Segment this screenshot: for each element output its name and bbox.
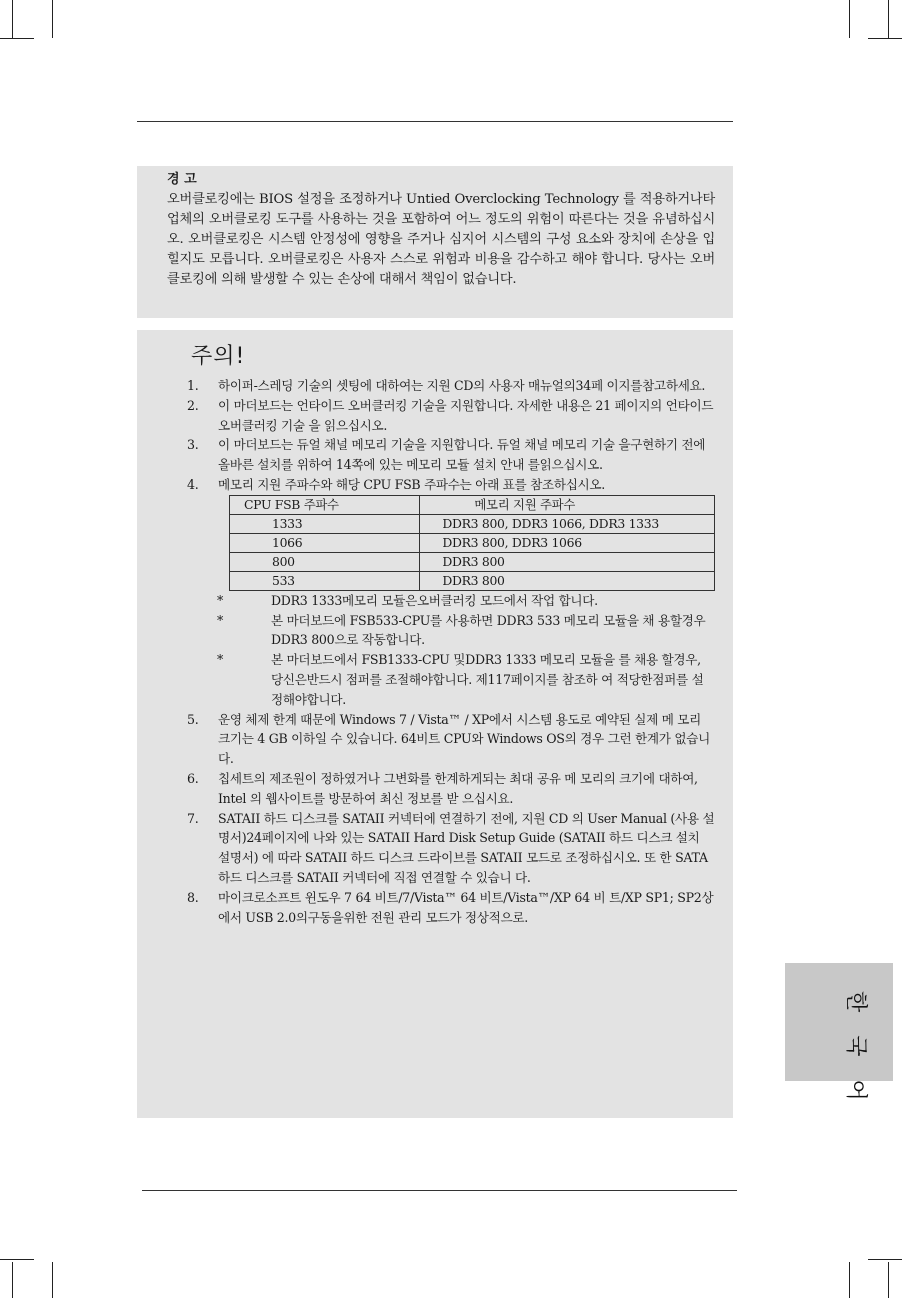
language-tab-label: 한 국 어 [843, 991, 868, 1109]
crop-mark [52, 0, 53, 38]
item-text: 하이퍼-스레딩 기술의 셋팅에 대하여는 지원 CD의 사용자 매뉴얼의34페 이지를참고하세요. [218, 378, 706, 393]
crop-mark [0, 38, 34, 39]
crop-mark [849, 0, 850, 38]
item-number: 4. [187, 476, 199, 492]
item-text: 메모리 지원 주파수와 해당 CPU FSB 주파수는 아래 표를 참조하십시오. [218, 476, 605, 492]
crop-mark [868, 1259, 902, 1260]
table-cell: DDR3 800, DDR3 1066, DDR3 1333 [420, 514, 715, 533]
item-number: 5. [187, 711, 199, 727]
footer-rule [142, 1190, 737, 1191]
item-number: 6. [187, 770, 199, 786]
frequency-table [229, 495, 715, 591]
list-item [187, 396, 715, 436]
table-cell: 1333 [230, 514, 420, 533]
crop-mark [888, 0, 889, 38]
warning-title: 경 고 [167, 172, 197, 187]
warning-text: 오버클로킹에는 BIOS 설정을 조정하거나 Untied Overclocking Technology 를 적용하거나타업체의 오버클로킹 도구를 사용하는 것을 포함하여 어느 정도의 위험이 따른다는 것을 유념하십시오. 오버클로킹은 시스템 안정성에 영향을 주거나 심지어 시스템의 구성 요소와 장치에 손상을 입힐지도 모릅니다. 오버클로킹은 사용자 스스로 위험과 비용을 감수하고 해야 합니다. 당사는 오버클로킹에 의해 발생할 수 있는 손상에 대해서 책임이 없습니다. [167, 192, 715, 287]
crop-mark [849, 1262, 850, 1298]
header-rule [137, 121, 733, 122]
footnote-mark: * [217, 612, 223, 628]
crop-mark [888, 1262, 889, 1298]
table-header-cell: 메모리 지원 주파수 [420, 495, 715, 514]
table-cell: DDR3 800 [420, 552, 715, 571]
list-item [187, 888, 715, 928]
table-cell: 533 [230, 571, 420, 590]
item-number: 8. [187, 889, 199, 905]
footnote-text: 본 마더보드에서 FSB1333-CPU 및DDR3 1333 메모리 모듈을 를 채용 할경우, 당신은반드시 점퍼를 조절해야합니다. 제117페이지를 참조하 여 적당한점퍼를 설정해야합니다. [271, 652, 704, 707]
list-item [187, 435, 715, 475]
table-row [230, 571, 715, 590]
footnote-mark: * [217, 592, 223, 608]
language-tab [785, 963, 893, 1109]
crop-mark [0, 1259, 34, 1260]
crop-mark [12, 1262, 13, 1298]
item-number: 1. [187, 378, 199, 393]
footnote [187, 591, 715, 611]
list-item [187, 475, 715, 710]
item-number: 7. [187, 810, 199, 826]
item-text: 이 마더보드는 언타이드 오버클러킹 기술을 지원합니다. 자세한 내용은 21 페이지의 언타이드 오버클러킹 기술 을 읽으십시오. [218, 397, 714, 433]
table-row [230, 514, 715, 533]
table-cell: 800 [230, 552, 420, 571]
table-row [230, 533, 715, 552]
item-text: SATAII 하드 디스크를 SATAII 커넥터에 연결하기 전에, 지원 CD 의 User Manual (사용 설명서)24페이지에 나와 있는 SATAII Hard Disk Setup Guide (SATAII 하드 디스크 설치 설명서) 에 따라 SATAII 하드 디스크 드라이브를 SATAII 모드로 조정하십시오. 또 한 SATA 하드 디스크를 SATAII 커넥터에 직접 연결할 수 있습니 다. [218, 810, 715, 885]
table-row [230, 552, 715, 571]
footnote [187, 650, 715, 709]
table-header-cell: CPU FSB 주파수 [230, 495, 420, 514]
footnote-text: 본 마더보드에 FSB533-CPU를 사용하면 DDR3 533 메모리 모듈을 채 용할경우 DDR3 800으로 작동합니다. [271, 612, 706, 648]
list-item [187, 710, 715, 769]
warning-box [137, 166, 733, 318]
list-item [187, 809, 715, 888]
footnote-text: DDR3 1333메모리 모듈은오버클러킹 모드에서 작업 합니다. [271, 592, 598, 608]
item-text: 이 마더보드는 듀얼 채널 메모리 기술을 지원합니다. 듀얼 채널 메모리 기술 을구현하기 전에 올바른 설치를 위하여 14쪽에 있는 메모리 모듈 설치 안내 를읽으십시오. [218, 437, 706, 473]
caution-box [137, 330, 733, 1118]
item-text: 칩세트의 제조원이 정하였거나 그변화를 한계하게되는 최대 공유 메 모리의 크기에 대하여, Intel 의 웹사이트를 방문하여 최신 정보를 받 으십시요. [218, 770, 698, 806]
table-cell: DDR3 800, DDR3 1066 [420, 533, 715, 552]
footnote [187, 611, 715, 651]
table-cell: DDR3 800 [420, 571, 715, 590]
caution-title: 주의! [191, 344, 246, 369]
item-text: 운영 체제 한계 때문에 Windows 7 / Vista™ / XP에서 시스템 용도로 예약된 실제 메 모리 크기는 4 GB 이하일 수 있습니다. 64비트 CPU와 Windows OS의 경우 그런 한계가 없습니다. [218, 711, 710, 767]
item-text: 마이크로소프트 윈도우 7 64 비트/7/Vista™ 64 비트/Vista™/XP 64 비 트/XP SP1; SP2상 에서 USB 2.0의구동을위한 전원 관리 모드가 정상적으로. [218, 889, 714, 925]
table-header-row [230, 495, 715, 514]
crop-mark [12, 0, 13, 38]
item-number: 3. [187, 437, 199, 453]
item-number: 2. [187, 397, 199, 413]
footnote-mark: * [217, 652, 223, 668]
list-item [187, 376, 715, 396]
table-cell: 1066 [230, 533, 420, 552]
crop-mark [868, 38, 902, 39]
crop-mark [52, 1262, 53, 1298]
list-item [187, 769, 715, 809]
